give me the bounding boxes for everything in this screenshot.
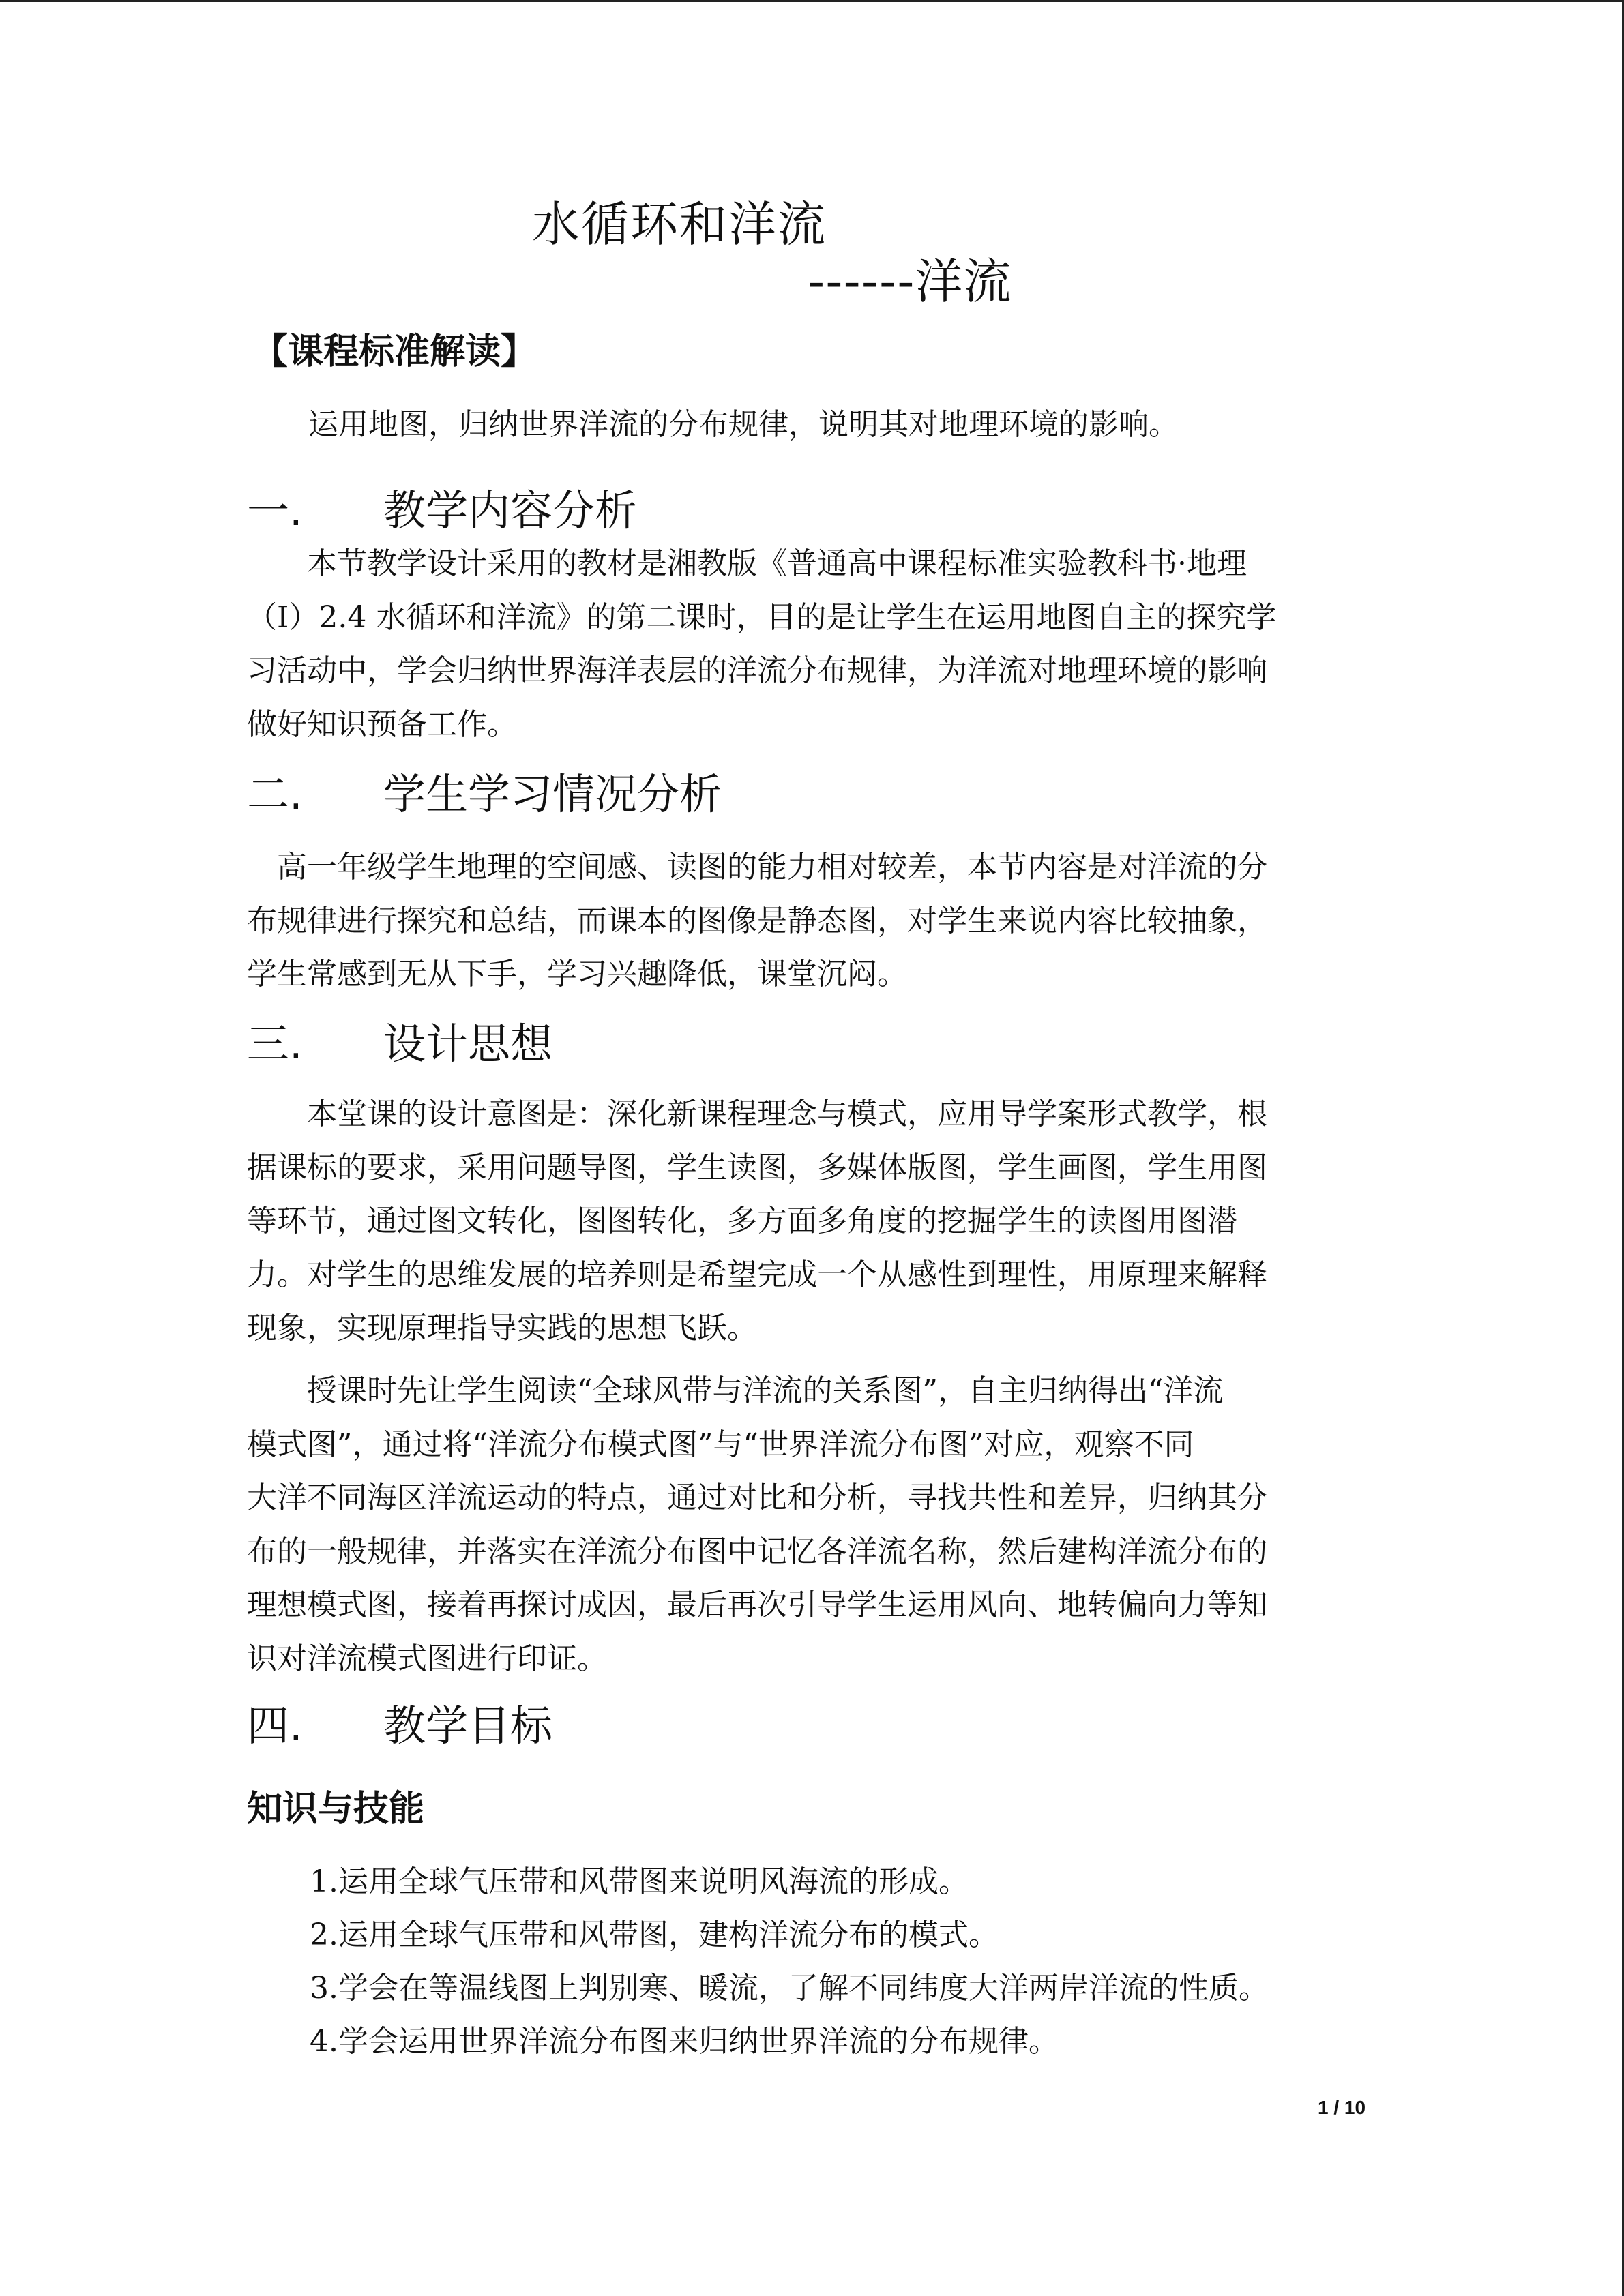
paragraph-line: 授课时先让学生阅读“全球风带与洋流的关系图”，自主归纳得出“洋流 <box>247 1373 1224 1408</box>
paragraph-line: 做好知识预备工作。 <box>247 706 517 742</box>
section-heading-3 <box>247 1010 552 1078</box>
list-item: 3.学会在等温线图上判别寒、暖流，了解不同纬度大洋两岸洋流的性质。 <box>310 1971 1269 2006</box>
section-number: 一. <box>247 486 303 535</box>
paragraph-line: 布的一般规律，并落实在洋流分布图中记忆各洋流名称，然后建构洋流分布的 <box>247 1534 1267 1569</box>
section-number: 三. <box>247 1019 303 1069</box>
section-heading-4 <box>247 1692 552 1760</box>
section-heading-1 <box>247 477 637 545</box>
paragraph-line: 高一年级学生地理的空间感、读图的能力相对较差，本节内容是对洋流的分 <box>247 850 1267 884</box>
section-title: 教学目标 <box>383 1701 553 1750</box>
paragraph-line: 学生常感到无从下手，学习兴趣降低，课堂沉闷。 <box>247 957 907 992</box>
document-subtitle: ------洋流 <box>808 254 1012 310</box>
section-3-paragraph-1 <box>247 1088 1372 1356</box>
list-item: 2.运用全球气压带和风带图，建构洋流分布的模式。 <box>310 1918 999 1952</box>
section-number: 二. <box>247 769 303 819</box>
paragraph-line: 力。对学生的思维发展的培养则是希望完成一个从感性到理性，用原理来解释 <box>247 1257 1267 1292</box>
standard-heading: 【课程标准解读】 <box>252 331 537 372</box>
section-title: 设计思想 <box>383 1019 553 1069</box>
section-title: 教学内容分析 <box>383 486 638 535</box>
section-1-paragraph-1 <box>247 537 1372 751</box>
paragraph-line: 布规律进行探究和总结，而课本的图像是静态图，对学生来说内容比较抽象， <box>247 903 1267 938</box>
paragraph-line: 本节教学设计采用的教材是湘教版《普通高中课程标准实验教科书·地理 <box>247 546 1247 581</box>
document-title: 水循环和洋流 <box>532 196 827 252</box>
page-number: 1 / 10 <box>1318 2097 1366 2118</box>
paragraph-line: （I）2.4 水循环和洋流》的第二课时，目的是让学生在运用地图自主的探究学 <box>247 599 1277 635</box>
list-item: 4.学会运用世界洋流分布图来归纳世界洋流的分布规律。 <box>310 2024 1059 2059</box>
section-heading-2 <box>247 760 722 829</box>
section-number: 四. <box>247 1701 303 1750</box>
list-item: 1.运用全球气压带和风带图来说明风海流的形成。 <box>310 1864 969 1899</box>
paragraph-line: 等环节，通过图文转化，图图转化，多方面多角度的挖掘学生的读图用图潜 <box>247 1204 1237 1238</box>
section-2-paragraph-1 <box>247 841 1372 1002</box>
paragraph-line: 习活动中，学会归纳世界海洋表层的洋流分布规律，为洋流对地理环境的影响 <box>247 653 1267 688</box>
paragraph-line: 模式图”，通过将“洋流分布模式图”与“世界洋流分布图”对应，观察不同 <box>247 1427 1194 1462</box>
paragraph-line: 本堂课的设计意图是：深化新课程理念与模式，应用导学案形式教学，根 <box>247 1097 1267 1131</box>
paragraph-line: 识对洋流模式图进行印证。 <box>247 1641 607 1676</box>
paragraph-line: 现象，实现原理指导实践的思想飞跃。 <box>247 1311 757 1345</box>
paragraph-line: 大洋不同海区洋流运动的特点，通过对比和分析，寻找共性和差异，归纳其分 <box>247 1480 1267 1515</box>
paragraph-line: 据课标的要求，采用问题导图，学生读图，多媒体版图，学生画图，学生用图 <box>247 1150 1267 1185</box>
paragraph-line: 理想模式图，接着再探讨成因，最后再次引导学生运用风向、地转偏向力等知 <box>247 1587 1267 1622</box>
section-title: 学生学习情况分析 <box>383 769 722 819</box>
objectives-list <box>310 1855 1269 2068</box>
standard-text: 运用地图，归纳世界洋流的分布规律，说明其对地理环境的影响。 <box>308 407 1179 442</box>
objectives-heading: 知识与技能 <box>247 1789 425 1830</box>
section-3-paragraph-2 <box>247 1365 1372 1686</box>
